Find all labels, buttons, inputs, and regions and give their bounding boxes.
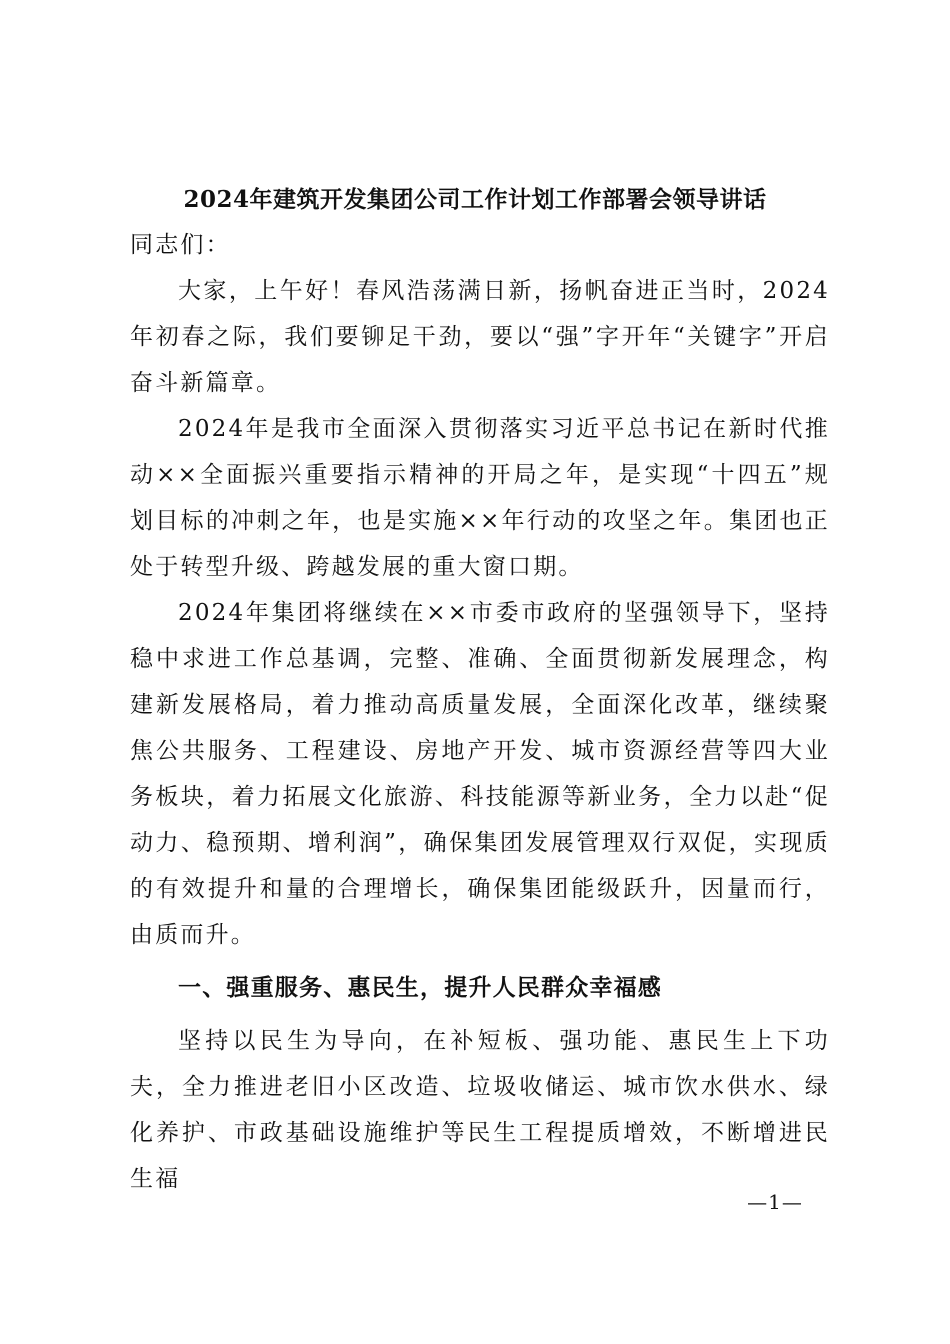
paragraph-3: 2024年集团将继续在××市委市政府的坚强领导下，坚持稳中求进工作总基调，完整、准确、全面贯彻新发展理念，构建新发展格局，着力推动高质量发展，全面深化改革，继续聚焦公共服务、工程建设、房地产开发、城市资源经营等四大业务板块，着力拓展文化旅游、科技能源等新业务，全力以赴“促动力、稳预期、增利润”，确保集团发展管理双行双促，实现质的有效提升和量的合理增长，确保集团能级跃升，因量而行，由质而升。 [130, 600, 830, 948]
section-heading: 一、强重服务、惠民生，提升人民群众幸福感 [178, 974, 662, 1001]
paragraph-2: 2024年是我市全面深入贯彻落实习近平总书记在新时代推动××全面振兴重要指示精神的开局之年，是实现“十四五”规划目标的冲刺之年，也是实施××年行动的攻坚之年。集团也正处于转型升级、跨越发展的重大窗口期。 [130, 416, 830, 580]
document-body [130, 222, 830, 1202]
document-title: 2024年建筑开发集团公司工作计划工作部署会领导讲话 [183, 186, 767, 213]
paragraph-1: 大家，上午好！春风浩荡满日新，扬帆奋进正当时，2024年初春之际，我们要铆足干劲，要以“强”字开年“关键字”开启奋斗新篇章。 [130, 278, 830, 396]
page-number: —1— [747, 1190, 803, 1214]
salutation: 同志们： [130, 232, 231, 258]
section-paragraph: 坚持以民生为导向，在补短板、强功能、惠民生上下功夫，全力推进老旧小区改造、垃圾收储运、城市饮水供水、绿化养护、市政基础设施维护等民生工程提质增效，不断增进民生福 [130, 1028, 830, 1192]
